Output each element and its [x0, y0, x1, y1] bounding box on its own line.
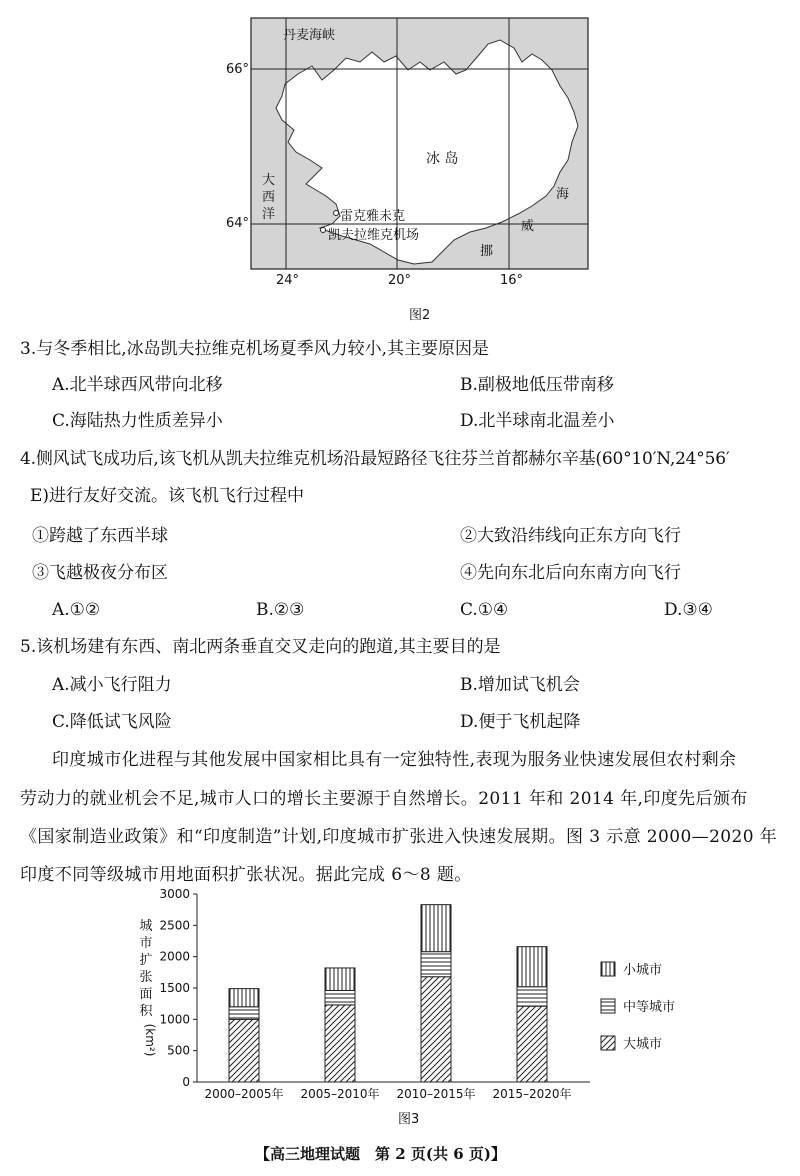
y-axis-label-char: 市 [139, 936, 153, 951]
legend-label: 小城市 [623, 963, 663, 978]
q4-option-d: D.③④ [664, 600, 713, 620]
y-tick-label: 0 [182, 1075, 190, 1089]
lon-label-16: 16° [500, 273, 524, 288]
q5-option-c: C.降低试飞风险 [52, 712, 172, 732]
legend-swatch [601, 962, 615, 976]
x-tick-label: 2010–2015年 [396, 1087, 476, 1101]
passage-line-1: 印度城市化进程与其他发展中国家相比具有一定独特性,表现为服务业快速发展但农村剩余 [52, 750, 737, 770]
q5-option-a: A.减小飞行阻力 [52, 675, 172, 695]
y-tick-label: 2000 [159, 949, 190, 964]
page-footer: 【高三地理试题 第 2 页(共 6 页)】 [255, 1145, 506, 1163]
urban-expansion-chart [0, 880, 800, 1130]
bar-segment-小城市 [229, 989, 259, 1007]
label-sea-3: 挪 [480, 244, 494, 259]
y-tick-label: 1000 [159, 1012, 190, 1027]
label-airport: 凯夫拉维克机场 [328, 228, 420, 243]
legend-swatch [601, 1036, 615, 1050]
question-4-stem-line-1: 4.侧风试飞成功后,该飞机从凯夫拉维克机场沿最短路径飞往芬兰首都赫尔辛基(60°10′N,24°56′ [20, 449, 730, 469]
y-axis-label-char: 面 [139, 987, 153, 1002]
y-axis-label-unit: (km²) [143, 1023, 157, 1057]
y-axis-label-char: 积 [139, 1004, 153, 1019]
y-axis-label-char: 城 [139, 919, 153, 934]
bar-segment-大城市 [325, 1005, 355, 1082]
passage-line-4: 印度不同等级城市用地面积扩张状况。据此完成 6～8 题。 [20, 865, 472, 885]
legend-swatch [601, 999, 615, 1013]
q5-option-d: D.便于飞机起降 [460, 712, 581, 732]
q4-option-c: C.①④ [460, 600, 509, 620]
bar-segment-大城市 [421, 977, 451, 1082]
label-sea-2: 威 [521, 219, 535, 234]
y-axis-label-char: 张 [139, 970, 153, 985]
figure-2-caption: 图2 [409, 308, 431, 323]
q3-option-b: B.副极地低压带南移 [460, 375, 614, 395]
bar-segment-小城市 [517, 947, 547, 987]
legend-label: 大城市 [623, 1037, 663, 1052]
y-tick-label: 2500 [159, 918, 190, 933]
figure-3-caption: 图3 [398, 1112, 420, 1127]
q5-option-b: B.增加试飞机会 [460, 675, 580, 695]
bar-segment-大城市 [517, 1006, 547, 1082]
lat-label-64: 64° [226, 216, 250, 231]
lon-label-20: 20° [388, 273, 412, 288]
y-tick-label: 500 [167, 1043, 190, 1058]
question-5-stem: 5.该机场建有东西、南北两条垂直交叉走向的跑道,其主要目的是 [20, 637, 501, 657]
bar-segment-大城市 [229, 1019, 259, 1082]
question-3-stem: 3.与冬季相比,冰岛凯夫拉维克机场夏季风力较小,其主要原因是 [20, 339, 490, 359]
legend-label: 中等城市 [623, 1000, 676, 1015]
q3-option-a: A.北半球西风带向北移 [52, 375, 223, 395]
bar-segment-中等城市 [517, 987, 547, 1006]
label-reykjavik: 雷克雅未克 [340, 209, 406, 224]
y-tick-label: 1500 [159, 981, 190, 995]
bar-segment-中等城市 [229, 1007, 259, 1020]
q3-option-c: C.海陆热力性质差异小 [52, 411, 223, 431]
x-tick-label: 2015–2020年 [492, 1087, 572, 1101]
bar-segment-中等城市 [421, 952, 451, 977]
y-axis-label-char: 扩 [139, 953, 153, 968]
q4-statement-3: ③飞越极夜分布区 [32, 563, 168, 583]
q4-option-a: A.①② [52, 600, 101, 620]
q4-statement-1: ①跨越了东西半球 [32, 526, 168, 546]
label-iceland: 冰 岛 [426, 151, 459, 167]
label-denmark-strait: 丹麦海峡 [283, 28, 336, 43]
q4-option-b: B.②③ [256, 600, 305, 620]
q4-statement-2: ②大致沿纬线向正东方向飞行 [460, 526, 681, 546]
q4-statement-4: ④先向东北后向东南方向飞行 [460, 563, 681, 583]
bar-segment-小城市 [325, 968, 355, 991]
passage-line-2: 劳动力的就业机会不足,城市人口的增长主要源于自然增长。2011 年和 2014 年,印度先后颁布 [20, 789, 748, 809]
reykjavik-marker [334, 211, 339, 216]
bar-segment-小城市 [421, 905, 451, 952]
x-tick-label: 2000–2005年 [204, 1087, 284, 1101]
lat-label-66: 66° [226, 62, 250, 77]
question-4-stem-line-2: E)进行友好交流。该飞机飞行过程中 [30, 486, 305, 506]
x-tick-label: 2005–2010年 [300, 1087, 380, 1101]
label-sea-1: 海 [556, 187, 570, 202]
airport-marker [321, 228, 326, 233]
lon-label-24: 24° [276, 273, 300, 288]
bar-segment-中等城市 [325, 991, 355, 1005]
passage-line-3: 《国家制造业政策》和“印度制造”计划,印度城市扩张进入快速发展期。图 3 示意 2000—2020 年 [20, 827, 778, 847]
label-atlantic: 大西洋 [262, 173, 276, 222]
y-tick-label: 3000 [159, 887, 190, 901]
q3-option-d: D.北半球南北温差小 [460, 411, 615, 431]
